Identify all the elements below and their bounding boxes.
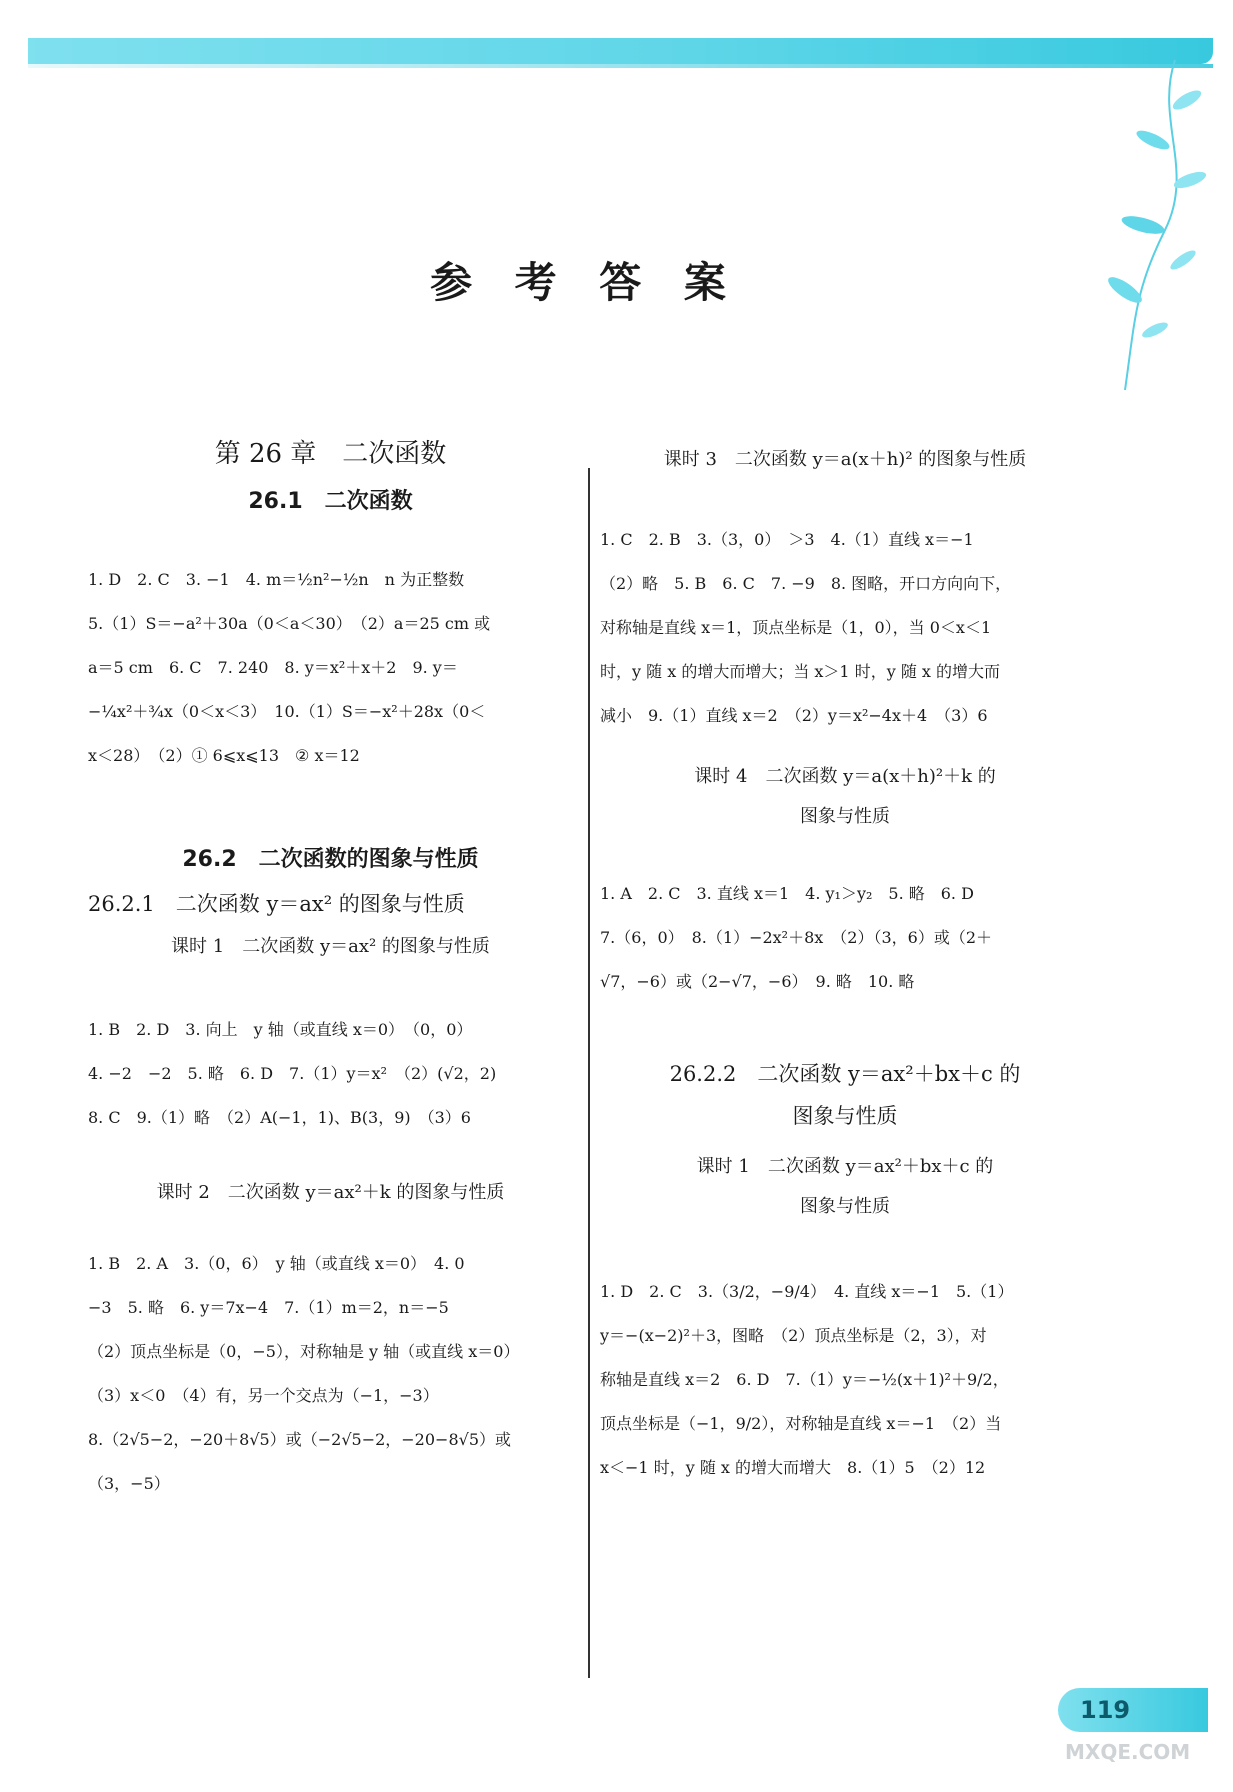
answer-line: （2）略 5. B 6. C 7. −9 8. 图略，开口方向向下， bbox=[600, 574, 1012, 593]
chapter-heading: 第 26 章 二次函数 bbox=[214, 439, 447, 469]
vine-decoration bbox=[1095, 60, 1215, 390]
answer-line: 对称轴是直线 x＝1，顶点坐标是（1，0），当 0＜x＜1 bbox=[600, 618, 992, 637]
watermark: MXQE.COM bbox=[1065, 1740, 1191, 1764]
answer-line: 减小 9.（1）直线 x＝2 （2）y＝x²−4x＋4 （3）6 bbox=[600, 706, 988, 725]
subsection-heading-26-2-1: 26.2.1 二次函数 y＝ax² 的图象与性质 bbox=[88, 892, 465, 916]
answer-line: 4. −2 −2 5. 略 6. D 7.（1）y＝x² （2）(√2，2) bbox=[88, 1064, 497, 1083]
answer-line: 1. C 2. B 3.（3，0） ＞3 4.（1）直线 x＝−1 bbox=[600, 530, 974, 549]
lesson-heading-5: 课时 1 二次函数 y＝ax²＋bx＋c 的 bbox=[696, 1156, 994, 1177]
subsection-heading-26-2-2-cont: 图象与性质 bbox=[792, 1104, 898, 1128]
answer-line: 7.（6，0） 8.（1）−2x²＋8x （2）（3，6）或（2＋ bbox=[600, 928, 993, 947]
answer-line: 时，y 随 x 的增大而增大；当 x＞1 时，y 随 x 的增大而 bbox=[600, 662, 1001, 681]
page-number-tab bbox=[1058, 1688, 1208, 1732]
answer-line: −¼x²＋¾x（0＜x＜3） 10.（1）S＝−x²＋28x（0＜ bbox=[88, 702, 486, 721]
lesson-heading-5-cont: 图象与性质 bbox=[800, 1196, 890, 1217]
answers-lesson-2 bbox=[88, 1242, 573, 1506]
lesson-heading-2: 课时 2 二次函数 y＝ax²＋k 的图象与性质 bbox=[156, 1182, 505, 1203]
answer-line: a＝5 cm 6. C 7. 240 8. y＝x²＋x＋2 9. y＝ bbox=[88, 658, 458, 677]
answer-line: 8.（2√5−2，−20＋8√5）或（−2√5−2，−20−8√5）或 bbox=[88, 1430, 512, 1449]
answer-line: 1. B 2. A 3.（0，6） y 轴（或直线 x＝0） 4. 0 bbox=[88, 1254, 465, 1273]
answer-line: x＜−1 时，y 随 x 的增大而增大 8.（1）5 （2）12 bbox=[600, 1458, 986, 1477]
answer-line: 1. D 2. C 3.（3/2，−9/4） 4. 直线 x＝−1 5.（1） bbox=[600, 1282, 1014, 1301]
answer-line: −3 5. 略 6. y＝7x−4 7.（1）m＝2，n＝−5 bbox=[88, 1298, 449, 1317]
header-banner-stripe bbox=[28, 64, 1213, 68]
answer-line: 8. C 9.（1）略 （2）A(−1，1)、B(3，9) （3）6 bbox=[88, 1108, 471, 1127]
answers-lesson-1 bbox=[88, 1008, 573, 1140]
lesson-heading-1: 课时 1 二次函数 y＝ax² 的图象与性质 bbox=[171, 936, 490, 957]
lesson-heading-4-cont: 图象与性质 bbox=[800, 806, 890, 827]
section-heading-26-2: 26.2 二次函数的图象与性质 bbox=[182, 847, 479, 872]
answer-line: （3，−5） bbox=[88, 1474, 170, 1493]
lesson-heading-3: 课时 3 二次函数 y＝a(x＋h)² 的图象与性质 bbox=[663, 449, 1027, 470]
answers-lesson-5 bbox=[600, 1270, 1090, 1490]
answers-lesson-3 bbox=[600, 518, 1090, 738]
subsection-heading-26-2-2: 26.2.2 二次函数 y＝ax²＋bx＋c 的 bbox=[669, 1062, 1021, 1086]
page-number: 119 bbox=[1080, 1696, 1131, 1724]
answer-line: x＜28） （2）① 6⩽x⩽13 ② x＝12 bbox=[88, 746, 360, 765]
section-heading-26-1: 26.1 二次函数 bbox=[248, 489, 413, 514]
answer-line: （3）x＜0 （4）有，另一个交点为（−1，−3） bbox=[88, 1386, 439, 1405]
answer-line: 1. A 2. C 3. 直线 x＝1 4. y₁＞y₂ 5. 略 6. D bbox=[600, 884, 974, 903]
answer-line: y＝−(x−2)²＋3，图略 （2）顶点坐标是（2，3），对 bbox=[600, 1326, 987, 1345]
answer-line: 顶点坐标是（−1，9/2），对称轴是直线 x＝−1 （2）当 bbox=[600, 1414, 1002, 1433]
answers-26-1 bbox=[88, 558, 573, 778]
answer-line: 称轴是直线 x＝2 6. D 7.（1）y＝−½(x＋1)²＋9/2， bbox=[600, 1370, 1009, 1389]
answers-lesson-4 bbox=[600, 872, 1090, 1004]
answer-line: （2）顶点坐标是（0，−5），对称轴是 y 轴（或直线 x＝0） bbox=[88, 1342, 520, 1361]
answer-line: √7，−6）或（2−√7，−6） 9. 略 10. 略 bbox=[600, 972, 915, 991]
answer-line: 1. B 2. D 3. 向上 y 轴（或直线 x＝0） （0，0） bbox=[88, 1020, 473, 1039]
answer-line: 1. D 2. C 3. −1 4. m＝½n²−½n n 为正整数 bbox=[88, 570, 465, 589]
answer-line: 5.（1）S＝−a²＋30a（0＜a＜30） （2）a＝25 cm 或 bbox=[88, 614, 491, 633]
lesson-heading-4: 课时 4 二次函数 y＝a(x＋h)²＋k 的 bbox=[694, 766, 996, 787]
page-title: 参 考 答 案 bbox=[430, 258, 740, 307]
column-divider bbox=[588, 468, 590, 1678]
header-banner bbox=[28, 38, 1213, 64]
